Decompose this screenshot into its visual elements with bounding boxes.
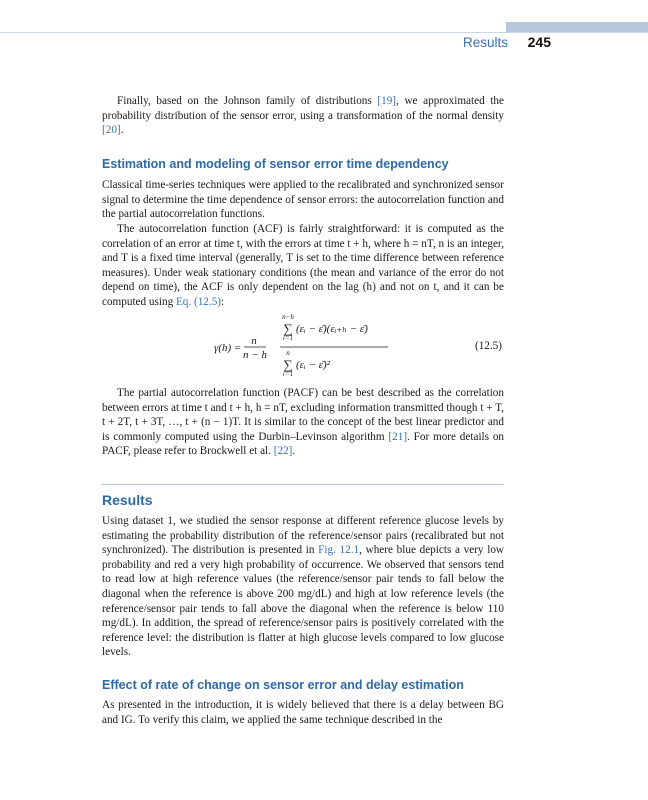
equation-number: (12.5) <box>474 340 502 352</box>
estimation-paragraph-2: The autocorrelation function (ACF) is fairly straightforward: it is computed as the correlation of an error at time t, with the errors at time t + h, where h = nT, n is an integer, and T is a fixed time interval (generally, T is set to the time difference between reference measures). Under weak stationary conditions (the mean and variance of the error do not depend on time), the ACF is only dependent on the lag (h) and not on t, and it can be computed using Eq. (12.5): <box>102 223 504 308</box>
page-number: 245 <box>527 34 551 50</box>
sum-bot-lower: i=1 <box>282 370 294 378</box>
heading-effect: Effect of rate of change on sensor error and delay estimation <box>102 678 464 692</box>
header-rule <box>0 32 648 33</box>
sum-bot-body: (εᵢ − ε̄)² <box>296 359 330 371</box>
sum-bot-sigma: ∑ <box>283 357 293 372</box>
acf-formula <box>214 313 434 383</box>
header-accent-bar <box>506 22 648 32</box>
figure-link[interactable]: Fig. 12.1 <box>318 544 360 557</box>
sum-bot-upper: n <box>286 349 290 357</box>
results-paragraph: Using dataset 1, we studied the sensor response at different reference glucose levels by estimating the probability distribution of the reference/sensor pairs (recalibrated but not synchronized). The distribution is presented in Fig. 12.1, where blue depicts a very low probability and red a very high probability of occurrence. We observed that sensors tend to read low at high reference values (the reference/sensor pair tends to fall below the diagonal when the reference is above 200 mg/dL) and high at low reference levels (the reference/sensor pair tends to fall above the diagonal when the reference is below 110 mg/dL). In addition, the spread of reference/sensor pairs is positively correlated with the reference level: the distribution is flatter at high glucose levels compared to low glucose levels. <box>102 515 504 659</box>
sum-top-upper: n−h <box>282 313 294 321</box>
citation-link[interactable]: [22] <box>273 445 293 458</box>
citation-link[interactable]: [20] <box>102 124 121 137</box>
estimation-paragraph-1: Classical time-series techniques were applied to the recalibrated and synchronized sensor signal to determine the time dependence of sensor errors: the autocorrelation function and the partial autocorrelation functions. <box>102 179 504 221</box>
equation-12-5 <box>102 313 504 383</box>
sum-top-sigma: ∑ <box>283 321 293 336</box>
equation-link[interactable]: Eq. (12.5) <box>175 295 222 308</box>
citation-link[interactable]: [19] <box>377 95 397 107</box>
frac-denominator: n − h <box>243 349 267 361</box>
heading-estimation: Estimation and modeling of sensor error time dependency <box>102 157 449 171</box>
sum-top-lower: i=1 <box>282 334 294 342</box>
heading-results: Results <box>102 492 153 508</box>
citation-link[interactable]: [21] <box>388 430 408 443</box>
intro-paragraph: Finally, based on the Johnson family of distributions [19], we approximated the probability distribution of the sensor error, using a transformation of the normal density [20]. <box>102 95 504 137</box>
running-head: Results <box>462 35 508 50</box>
frac-numerator: n <box>251 335 257 347</box>
effect-paragraph: As presented in the introduction, it is widely believed that there is a delay between BG and IG. To verify this claim, we applied the same technique described in the <box>102 699 504 726</box>
formula-lhs: γ(h) = <box>214 342 242 354</box>
estimation-paragraph-3: The partial autocorrelation function (PACF) can be best described as the correlation between errors at time t and t + h, h = nT, excluding information transmitted though t + T, t + 2T, t + 3T, …, t + (n − 1)T. It is similar to the concept of the best linear predictor and is commonly computed using the Durbin–Levinson algorithm [21]. For more details on PACF, please refer to Brockwell et al. [22]. <box>102 387 505 458</box>
section-divider <box>102 484 504 485</box>
sum-top-body: (εᵢ − ε̄)(εᵢ₊ₕ − ε̄) <box>296 323 368 335</box>
